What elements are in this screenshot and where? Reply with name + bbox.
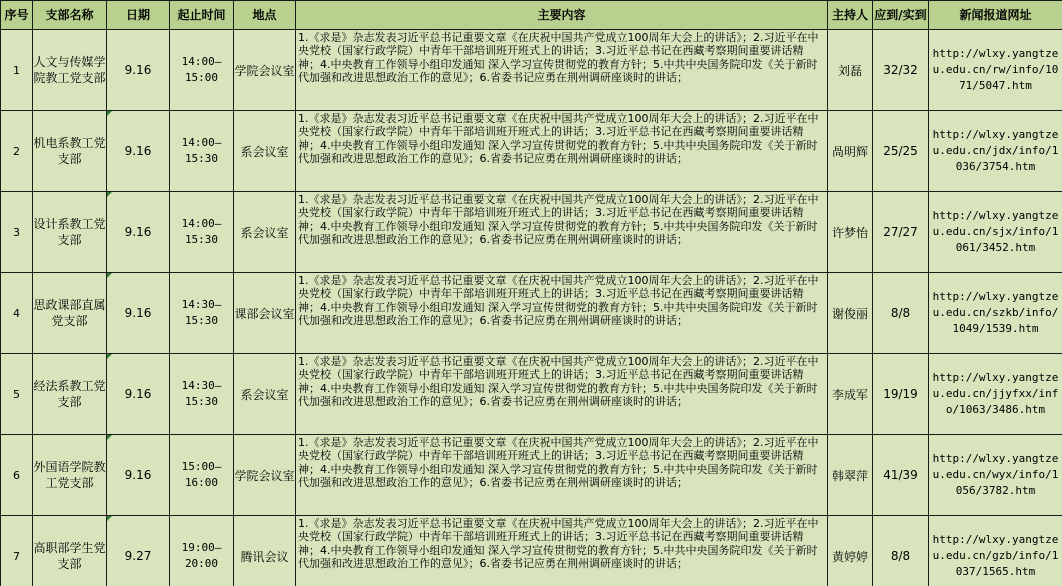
branch-cell[interactable]: 设计系教工党支部 <box>33 192 107 273</box>
attendance-cell[interactable]: 27/27 <box>873 192 929 273</box>
place-cell[interactable]: 系会议室 <box>234 111 296 192</box>
date-cell[interactable]: 9.16 <box>107 273 170 354</box>
attendance-cell[interactable]: 25/25 <box>873 111 929 192</box>
content-cell[interactable]: 1.《求是》杂志发表习近平总书记重要文章《在庆祝中国共产党成立100周年大会上的讲话》；2.习近平在中央党校（国家行政学院）中青年干部培训班开班式上的讲话；3.习近平总书记在西藏考察期间重要讲话精神；4.中央教育工作领导小组印发通知 深入学习宣传贯彻党的教育方针；5.中共中央国务院印发《关于新时代加强和改进思想政治工作的意见》；6.省委书记应勇在荆州调研座谈时的讲话； <box>296 354 828 435</box>
host-cell[interactable]: 韩翠萍 <box>828 435 873 516</box>
header-content[interactable]: 主要内容 <box>296 1 828 30</box>
url-cell[interactable]: http://wlxy.yangtzeu.edu.cn/sjx/info/1061/3452.htm <box>929 192 1062 273</box>
header-place[interactable]: 地点 <box>234 1 296 30</box>
branch-cell[interactable]: 外国语学院教工党支部 <box>33 435 107 516</box>
time-cell[interactable]: 14:30—15:30 <box>170 273 234 354</box>
time-cell[interactable]: 19:00—20:00 <box>170 516 234 586</box>
table-row <box>1 192 1062 273</box>
date-cell[interactable]: 9.16 <box>107 354 170 435</box>
header-row <box>1 1 1062 30</box>
time-cell[interactable]: 14:00—15:30 <box>170 192 234 273</box>
seq-cell[interactable]: 5 <box>1 354 33 435</box>
date-cell[interactable]: 9.16 <box>107 30 170 111</box>
place-cell[interactable]: 学院会议室 <box>234 30 296 111</box>
cell-comment-marker <box>107 273 112 278</box>
attendance-cell[interactable]: 41/39 <box>873 435 929 516</box>
cell-comment-marker <box>107 516 112 521</box>
host-cell[interactable]: 刘磊 <box>828 30 873 111</box>
table-row <box>1 273 1062 354</box>
url-cell[interactable]: http://wlxy.yangtzeu.edu.cn/gzb/info/1037/1565.htm <box>929 516 1062 586</box>
url-cell[interactable]: http://wlxy.yangtzeu.edu.cn/szkb/info/1049/1539.htm <box>929 273 1062 354</box>
table-row <box>1 111 1062 192</box>
cell-comment-marker <box>107 435 112 440</box>
content-cell[interactable]: 1.《求是》杂志发表习近平总书记重要文章《在庆祝中国共产党成立100周年大会上的讲话》；2.习近平在中央党校（国家行政学院）中青年干部培训班开班式上的讲话；3.习近平总书记在西藏考察期间重要讲话精神；4.中央教育工作领导小组印发通知 深入学习宣传贯彻党的教育方针；5.中共中央国务院印发《关于新时代加强和改进思想政治工作的意见》；6.省委书记应勇在荆州调研座谈时的讲话； <box>296 435 828 516</box>
attendance-cell[interactable]: 8/8 <box>873 516 929 586</box>
content-cell[interactable]: 1.《求是》杂志发表习近平总书记重要文章《在庆祝中国共产党成立100周年大会上的讲话》；2.习近平在中央党校（国家行政学院）中青年干部培训班开班式上的讲话；3.习近平总书记在西藏考察期间重要讲话精神；4.中央教育工作领导小组印发通知 深入学习宣传贯彻党的教育方针；5.中共中央国务院印发《关于新时代加强和改进思想政治工作的意见》；6.省委书记应勇在荆州调研座谈时的讲话； <box>296 516 828 586</box>
table-row <box>1 30 1062 111</box>
date-cell[interactable]: 9.16 <box>107 192 170 273</box>
cell-comment-marker <box>107 192 112 197</box>
branch-cell[interactable]: 经法系教工党支部 <box>33 354 107 435</box>
seq-cell[interactable]: 1 <box>1 30 33 111</box>
header-url[interactable]: 新闻报道网址 <box>929 1 1062 30</box>
host-cell[interactable]: 谢俊丽 <box>828 273 873 354</box>
seq-cell[interactable]: 3 <box>1 192 33 273</box>
attendance-cell[interactable]: 32/32 <box>873 30 929 111</box>
table-row <box>1 516 1062 586</box>
attendance-cell[interactable]: 8/8 <box>873 273 929 354</box>
content-cell[interactable]: 1.《求是》杂志发表习近平总书记重要文章《在庆祝中国共产党成立100周年大会上的讲话》；2.习近平在中央党校（国家行政学院）中青年干部培训班开班式上的讲话；3.习近平总书记在西藏考察期间重要讲话精神；4.中央教育工作领导小组印发通知 深入学习宣传贯彻党的教育方针；5.中共中央国务院印发《关于新时代加强和改进思想政治工作的意见》；6.省委书记应勇在荆州调研座谈时的讲话； <box>296 192 828 273</box>
content-cell[interactable]: 1.《求是》杂志发表习近平总书记重要文章《在庆祝中国共产党成立100周年大会上的讲话》；2.习近平在中央党校（国家行政学院）中青年干部培训班开班式上的讲话；3.习近平总书记在西藏考察期间重要讲话精神；4.中央教育工作领导小组印发通知 深入学习宣传贯彻党的教育方针；5.中共中央国务院印发《关于新时代加强和改进思想政治工作的意见》；6.省委书记应勇在荆州调研座谈时的讲话； <box>296 111 828 192</box>
branch-cell[interactable]: 高职部学生党支部 <box>33 516 107 586</box>
content-cell[interactable]: 1.《求是》杂志发表习近平总书记重要文章《在庆祝中国共产党成立100周年大会上的讲话》；2.习近平在中央党校（国家行政学院）中青年干部培训班开班式上的讲话；3.习近平总书记在西藏考察期间重要讲话精神；4.中央教育工作领导小组印发通知 深入学习宣传贯彻党的教育方针；5.中共中央国务院印发《关于新时代加强和改进思想政治工作的意见》；6.省委书记应勇在荆州调研座谈时的讲话； <box>296 30 828 111</box>
header-branch[interactable]: 支部名称 <box>33 1 107 30</box>
branch-cell[interactable]: 机电系教工党支部 <box>33 111 107 192</box>
header-attendance[interactable]: 应到/实到 <box>873 1 929 30</box>
place-cell[interactable]: 系会议室 <box>234 354 296 435</box>
host-cell[interactable]: 许梦怡 <box>828 192 873 273</box>
time-cell[interactable]: 14:00—15:00 <box>170 30 234 111</box>
place-cell[interactable]: 课部会议室 <box>234 273 296 354</box>
content-cell[interactable]: 1.《求是》杂志发表习近平总书记重要文章《在庆祝中国共产党成立100周年大会上的讲话》；2.习近平在中央党校（国家行政学院）中青年干部培训班开班式上的讲话；3.习近平总书记在西藏考察期间重要讲话精神；4.中央教育工作领导小组印发通知 深入学习宣传贯彻党的教育方针；5.中共中央国务院印发《关于新时代加强和改进思想政治工作的意见》；6.省委书记应勇在荆州调研座谈时的讲话； <box>296 273 828 354</box>
cell-comment-marker <box>107 111 112 116</box>
table-row <box>1 435 1062 516</box>
date-cell[interactable]: 9.16 <box>107 111 170 192</box>
seq-cell[interactable]: 2 <box>1 111 33 192</box>
attendance-cell[interactable]: 19/19 <box>873 354 929 435</box>
header-seq[interactable]: 序号 <box>1 1 33 30</box>
host-cell[interactable]: 咼明辉 <box>828 111 873 192</box>
branch-cell[interactable]: 人文与传媒学院教工党支部 <box>33 30 107 111</box>
url-cell[interactable]: http://wlxy.yangtzeu.edu.cn/jdx/info/1036/3754.htm <box>929 111 1062 192</box>
time-cell[interactable]: 14:00—15:30 <box>170 111 234 192</box>
header-host[interactable]: 主持人 <box>828 1 873 30</box>
place-cell[interactable]: 系会议室 <box>234 192 296 273</box>
host-cell[interactable]: 黄婷婷 <box>828 516 873 586</box>
seq-cell[interactable]: 6 <box>1 435 33 516</box>
host-cell[interactable]: 李成军 <box>828 354 873 435</box>
table-row <box>1 354 1062 435</box>
date-cell[interactable]: 9.27 <box>107 516 170 586</box>
url-cell[interactable]: http://wlxy.yangtzeu.edu.cn/rw/info/1071/5047.htm <box>929 30 1062 111</box>
url-cell[interactable]: http://wlxy.yangtzeu.edu.cn/jjyfxx/info/1063/3486.htm <box>929 354 1062 435</box>
url-cell[interactable]: http://wlxy.yangtzeu.edu.cn/wyx/info/1056/3782.htm <box>929 435 1062 516</box>
seq-cell[interactable]: 7 <box>1 516 33 586</box>
seq-cell[interactable]: 4 <box>1 273 33 354</box>
cell-comment-marker <box>107 354 112 359</box>
header-time[interactable]: 起止时间 <box>170 1 234 30</box>
date-cell[interactable]: 9.16 <box>107 435 170 516</box>
branch-cell[interactable]: 思政课部直属党支部 <box>33 273 107 354</box>
header-date[interactable]: 日期 <box>107 1 170 30</box>
place-cell[interactable]: 腾讯会议 <box>234 516 296 586</box>
place-cell[interactable]: 学院会议室 <box>234 435 296 516</box>
time-cell[interactable]: 14:30—15:30 <box>170 354 234 435</box>
time-cell[interactable]: 15:00—16:00 <box>170 435 234 516</box>
